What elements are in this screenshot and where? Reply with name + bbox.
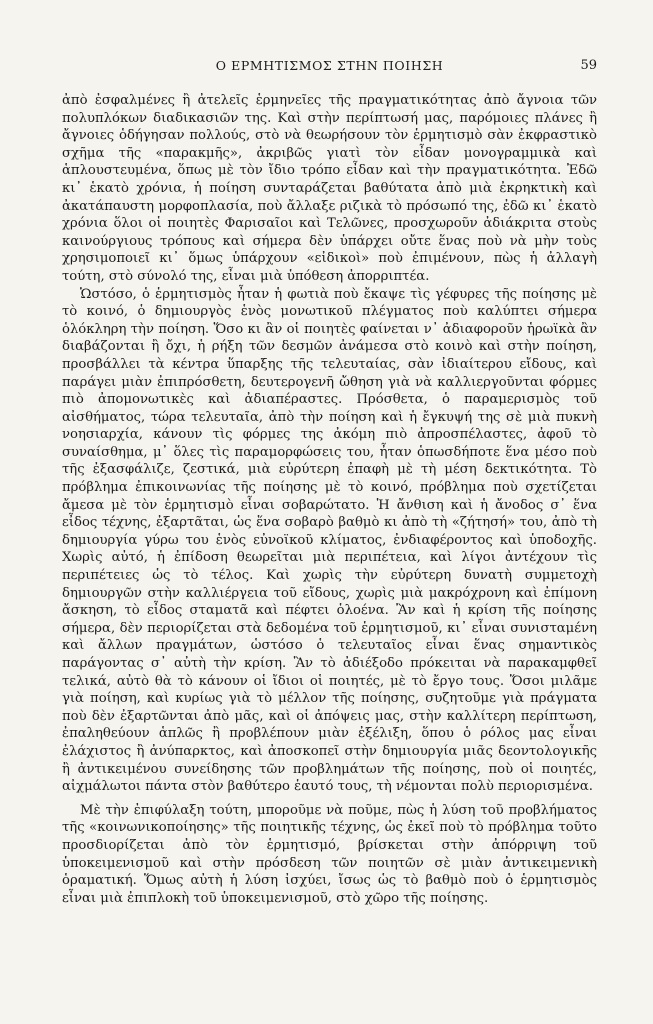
paragraph-2: Ὡστόσο, ὁ ἑρμητισμὸς ἦταν ἡ φωτιὰ ποὺ ἔκαψε τὶς γέφυρες τῆς ποίησης μὲ τὸ κοινό, ὁ δημιουργὸς ἑνὸς μονωτικοῦ πλέγματος ποὺ καλύπτει σήμερα ὁλόκληρη τὴν ποίηση. Ὅσο κι ἂν οἱ ποιητὲς φαίνεται ν᾽ ἀδιαφοροῦν ἡρωϊκὰ ἂν διαβάζονται ἢ ὄχι, ἡ ρήξη τῶν δεσμῶν ἀνάμεσα στὸ κοινὸ καὶ στὴν ποίηση, προσβάλλει τὰ κέντρα ὕπαρξης τῆς τελευταίας, σὰν ἰδιαίτερου εἴδους, καὶ παράγει μιὰν ἐπιπρόσθετη, δευτερογενῆ ὤθηση γιὰ νὰ καλλιεργοῦνται φόρμες πιὸ ἀπομονωτικὲς καὶ ἀδιαπέραστες. Πρόσθετα, ὁ παραμερισμὸς τοῦ αἰσθήματος, τώρα τελευταῖα, ἀπὸ τὴν ποίηση καὶ ἡ ἔγκυψή της σὲ μιὰ πυκνὴ νοησιαρχία, κάνουν τὶς φόρμες της ἀκόμη πιὸ ἀπροσπέλαστες, ἀφοῦ τὸ συναίσθημα, μ᾽ ὅλες τὶς παραμορφώσεις του, ἦταν ὁπωσδήποτε ἕνα μέσο ποὺ τῆς ἐξασφάλιζε, ζεστικά, μιὰ εὐρύτερη ἐπαφὴ μὲ τὴ μέση δεκτικότητα. Τὸ πρόβλημα ἐπικοινωνίας τῆς ποίησης μὲ τὸ κοινό, πρόβλημα ποὺ σχετίζεται ἄμεσα μὲ τὸν ἑρμητισμὸ εἶναι σοβαρώτατο. Ἡ ἄνθιση καὶ ἡ ἄνοδος σ᾽ ἕνα εἶδος τέχνης, ἐξαρτᾶται, ὡς ἕνα σοβαρὸ βαθμὸ κι ἀπὸ τὴ «ζήτησή» του, ἀπὸ τὴ δημιουργία γύρω του ἑνὸς εὐνοϊκοῦ κλίματος, ἐνδιαφέροντος καὶ ὑποδοχῆς. Χωρὶς αὐτό, ἡ ἐπίδοση θεωρεῖται μιὰ περιπέτεια, καὶ λίγοι ἀντέχουν τὶς περιπέτειες ὡς τὸ τέλος. Καὶ χωρὶς τὴν εὐρύτερη δυνατὴ συμμετοχὴ δημιουργῶν στὴν καλλιέργεια τοῦ εἴδους, χωρὶς μιὰ μακρόχρονη καὶ ἐπίμονη ἄσκηση, τὸ εἶδος σταματᾶ καὶ πέφτει ὁλοένα. Ἂν καὶ ἡ κρίση τῆς ποίησης σήμερα, δὲν περιορίζεται στὰ δεδομένα τοῦ ἑρμητισμοῦ, κι᾽ εἶναι συνισταμένη καὶ ἄλλων πραγμάτων, ὡστόσο ὁ τελευταῖος εἶναι ἕνας σημαντικὸς παράγοντας σ᾽ αὐτὴ τὴν κρίση. Ἂν τὸ ἀδιέξοδο πρόκειται νὰ παρακαμφθεῖ τελικά, αὐτὸ θὰ τὸ κάνουν οἱ ἴδιοι οἱ ποιητές, μὲ τὸ ἔργο τους. Ὅσοι μιλᾶμε γιὰ ποίηση, καὶ κυρίως γιὰ τὸ μέλλον τῆς ποίησης, συζητοῦμε γιὰ πράγματα ποὺ δὲν ἐξαρτῶνται ἀπὸ μᾶς, καὶ οἱ ἀπόψεις μας, στὴν καλλίτερη περίπτωση, ἐπαληθεύουν ἁπλῶς ἢ προβλέπουν μιὰν ἐξέλιξη, ὅπου ὁ ρόλος μας εἶναι ἐλάχιστος ἢ ἀνύπαρκτος, καὶ ἀποσκοπεῖ στὴν δημιουργία μιᾶς δεοντολογικῆς ἢ ἀντικειμένου συνείδησης τῶν προβλημάτων τῆς ποίησης, ποὺ οἱ ποιητές, αἰχμάλωτοι πάντα στὸν βαθύτερο ἑαυτό τους, τὴ νέμονται πολὺ περιορισμένα. — [62, 286, 597, 795]
body-text — [62, 92, 597, 907]
running-head: Ο ΕΡΜΗΤΙΣΜΟΣ ΣΤΗΝ ΠΟΙΗΣΗ — [215, 58, 444, 73]
page-number: 59 — [580, 58, 597, 73]
paragraph-1: ἀπὸ ἐσφαλμένες ἢ ἀτελεῖς ἑρμηνεῖες τῆς πραγματικότητας ἀπὸ ἄγνοια τῶν πολυπλόκων διαδικασιῶν της. Καὶ στὴν περίπτωσή μας, παρόμοιες πλάνες ἢ ἄγνοιες ὁδήγησαν πολλούς, στὸ νὰ θεωρήσουν τὸν ἑρμητισμὸ σὰν ἐκφραστικὸ σχῆμα τῆς «παρακμῆς», ἀκριβῶς γιατὶ τὸν εἶδαν μονογραμμικὰ καὶ ἁπλουστευμένα, ὅπως μὲ τὸν ἴδιο τρόπο εἶδαν καὶ τὴν πραγματικότητα. Ἐδῶ κι᾽ ἑκατὸ χρόνια, ἡ ποίηση συνταράζεται βαθύτατα ἀπὸ μιὰ ἐκρηκτικὴ καὶ ἀκατάπαυστη μορφοπλασία, ποὺ ἄλλαξε ριζικὰ τὸ πρόσωπό της, ἐδῶ κι᾽ ἑκατὸ χρόνια ὅλοι οἱ ποιητὲς Φαρισαῖοι καὶ Τελῶνες, προσχωροῦν ἀδιάκριτα στοὺς καινούργιους τρόπους καὶ σήμερα δὲν ὑπάρχει οὔτε ἕνας ποὺ νὰ μὴν τοὺς χρησιμοποιεῖ κι᾽ ὅμως ὑπάρχουν «εἰδικοὶ» ποὺ ἐπιμένουν, πὼς ἡ ἀλλαγὴ τούτη, στὸ σύνολό της, εἶναι μιὰ ὑπόθεση ἀπορριπτέα. — [62, 93, 597, 284]
page-header — [62, 58, 597, 80]
paragraph-3: Μὲ τὴν ἐπιφύλαξη τούτη, μποροῦμε νὰ ποῦμε, πὼς ἡ λύση τοῦ προβλήματος τῆς «κοινωνικοποίησης» τῆς ποιητικῆς τέχνης, ὡς ἐκεῖ ποὺ τὸ πρόβλημα τοῦτο προσδιορίζεται ἀπὸ τὸν ἑρμητισμό, βρίσκεται στὴν ἀπόρριψη τοῦ ὑποκειμενισμοῦ καὶ στὴν πρόσδεση τῶν ποιητῶν σὲ μιὰν ἀντικειμενικὴ ὁραματική. Ὅμως αὐτὴ ἡ λύση ἰσχύει, ἴσως ὡς τὸ βαθμὸ ποὺ ὁ ἑρμητισμὸς εἶναι μιὰ ἐπιπλοκὴ τοῦ ὑποκειμενισμοῦ, στὸ χῶρο τῆς ποίησης. — [62, 802, 597, 906]
